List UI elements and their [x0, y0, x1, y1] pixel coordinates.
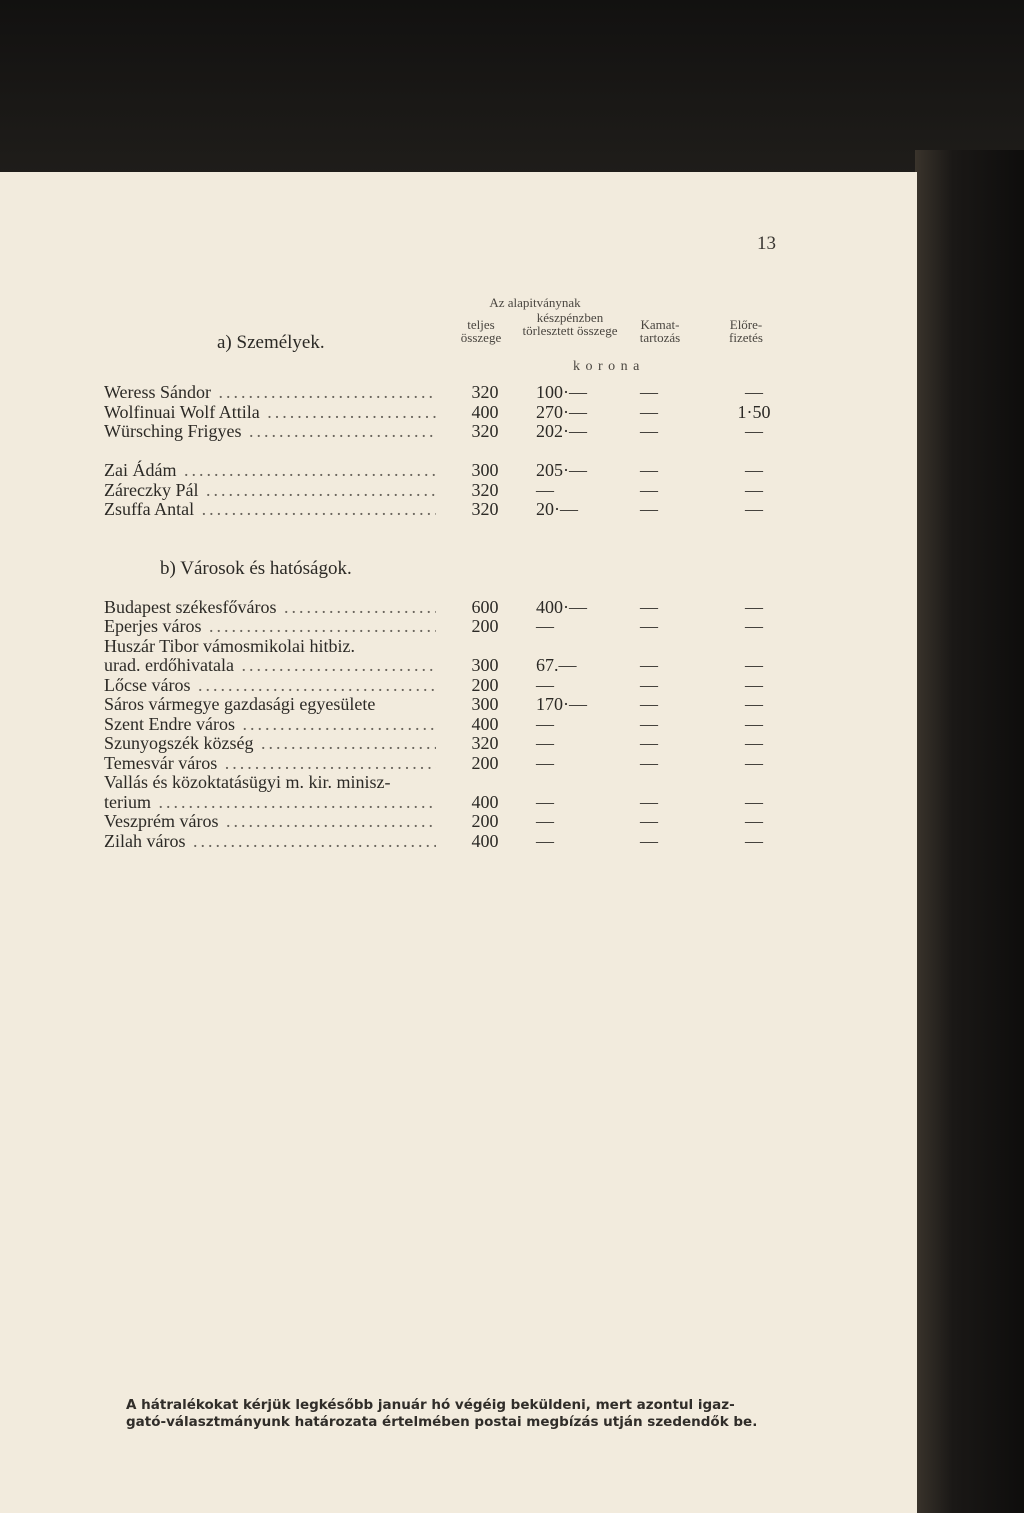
row-advance: —	[745, 792, 763, 812]
row-interest: —	[640, 460, 658, 480]
row-name: urad. erdőhivatala .....	[104, 655, 436, 675]
row-name: terium .....	[104, 792, 436, 812]
row-paid: —	[536, 753, 554, 773]
row-interest: —	[640, 421, 658, 441]
row-interest: —	[640, 499, 658, 519]
row-name: Temesvár város .....	[104, 753, 436, 773]
row-name: Szent Endre város .....	[104, 714, 436, 734]
row-total: 320	[471, 382, 499, 402]
row-advance: —	[745, 460, 763, 480]
row-interest: —	[640, 655, 658, 675]
row-advance: 1·50	[737, 402, 771, 422]
row-interest: —	[640, 733, 658, 753]
row-advance: —	[745, 694, 763, 714]
footer-line-2: gató-választmányunk határozata értelmében postai megbízás utján szedendők be.	[126, 1414, 758, 1430]
row-advance: —	[745, 714, 763, 734]
section-a-title: a) Személyek.	[217, 332, 325, 353]
row-paid: —	[536, 480, 554, 500]
row-name: Weress Sándor .....	[104, 382, 436, 402]
row-name: Vallás és közoktatásügyi m. kir. minisz-	[104, 772, 391, 792]
row-total: 400	[471, 792, 499, 812]
scan-background-top	[0, 0, 1024, 175]
row-total: 200	[471, 675, 499, 695]
row-name: Veszprém város .....	[104, 811, 436, 831]
row-total: 200	[471, 616, 499, 636]
row-advance: —	[745, 753, 763, 773]
row-interest: —	[640, 753, 658, 773]
row-advance: —	[745, 597, 763, 617]
row-paid: —	[536, 714, 554, 734]
row-advance: —	[745, 499, 763, 519]
row-interest: —	[640, 402, 658, 422]
row-name: Budapest székesfőváros .....	[104, 597, 436, 617]
row-total: 320	[471, 499, 499, 519]
row-paid: 202·—	[536, 421, 587, 441]
row-total: 300	[471, 655, 499, 675]
page-number: 13	[757, 233, 776, 254]
row-paid: 170·—	[536, 694, 587, 714]
row-advance: —	[745, 675, 763, 695]
row-total: 320	[471, 480, 499, 500]
row-interest: —	[640, 382, 658, 402]
row-paid: 67.—	[536, 655, 577, 675]
row-paid: —	[536, 831, 554, 851]
row-total: 300	[471, 694, 499, 714]
row-paid: 400·—	[536, 597, 587, 617]
row-advance: —	[745, 733, 763, 753]
row-interest: —	[640, 811, 658, 831]
row-total: 600	[471, 597, 499, 617]
row-total: 400	[471, 831, 499, 851]
row-name: Zilah város .....	[104, 831, 436, 851]
row-name: Würsching Frigyes .....	[104, 421, 436, 441]
row-total: 400	[471, 402, 499, 422]
row-interest: —	[640, 831, 658, 851]
row-interest: —	[640, 480, 658, 500]
header-col-paid: készpénzben törlesztett összege	[522, 310, 618, 338]
footer-notice	[126, 1397, 786, 1431]
section-b-title: b) Városok és hatóságok.	[160, 558, 352, 579]
row-advance: —	[745, 811, 763, 831]
header-unit: k o r o n a	[573, 359, 641, 374]
row-name: Zsuffa Antal .....	[104, 499, 436, 519]
row-paid: —	[536, 675, 554, 695]
footer-line-1: A hátralékokat kérjük legkésőbb január hó végéig beküldeni, mert azontul igaz-	[126, 1397, 735, 1413]
row-name: Eperjes város .....	[104, 616, 436, 636]
row-interest: —	[640, 675, 658, 695]
row-total: 320	[471, 421, 499, 441]
row-paid: —	[536, 616, 554, 636]
row-name: Lőcse város .....	[104, 675, 436, 695]
row-name: Sáros vármegye gazdasági egyesülete	[104, 694, 376, 714]
row-paid: —	[536, 733, 554, 753]
row-total: 200	[471, 753, 499, 773]
row-interest: —	[640, 597, 658, 617]
header-col-total: teljes összege	[460, 317, 502, 345]
row-total: 200	[471, 811, 499, 831]
header-group-title: Az alapitványnak	[489, 295, 581, 310]
row-paid: 270·—	[536, 402, 587, 422]
row-paid: —	[536, 811, 554, 831]
row-advance: —	[745, 421, 763, 441]
row-paid: 20·—	[536, 499, 578, 519]
row-advance: —	[745, 655, 763, 675]
row-paid: 100·—	[536, 382, 587, 402]
row-paid: —	[536, 792, 554, 812]
row-interest: —	[640, 792, 658, 812]
row-interest: —	[640, 714, 658, 734]
row-name: Szunyogszék község .....	[104, 733, 436, 753]
row-interest: —	[640, 616, 658, 636]
row-name: Huszár Tibor vámosmikolai hitbiz.	[104, 636, 355, 656]
row-name: Záreczky Pál .....	[104, 480, 436, 500]
header-col-advance: Előre-fizetés	[729, 317, 763, 345]
row-total: 400	[471, 714, 499, 734]
row-name: Wolfinuai Wolf Attila .....	[104, 402, 436, 422]
row-advance: —	[745, 616, 763, 636]
scan-background-right	[915, 150, 1024, 1513]
row-paid: 205·—	[536, 460, 587, 480]
row-advance: —	[745, 382, 763, 402]
row-name: Zai Ádám .....	[104, 460, 436, 480]
row-advance: —	[745, 831, 763, 851]
row-total: 320	[471, 733, 499, 753]
row-total: 300	[471, 460, 499, 480]
row-advance: —	[745, 480, 763, 500]
header-col-interest: Kamat-tartozás	[639, 317, 681, 345]
row-interest: —	[640, 694, 658, 714]
